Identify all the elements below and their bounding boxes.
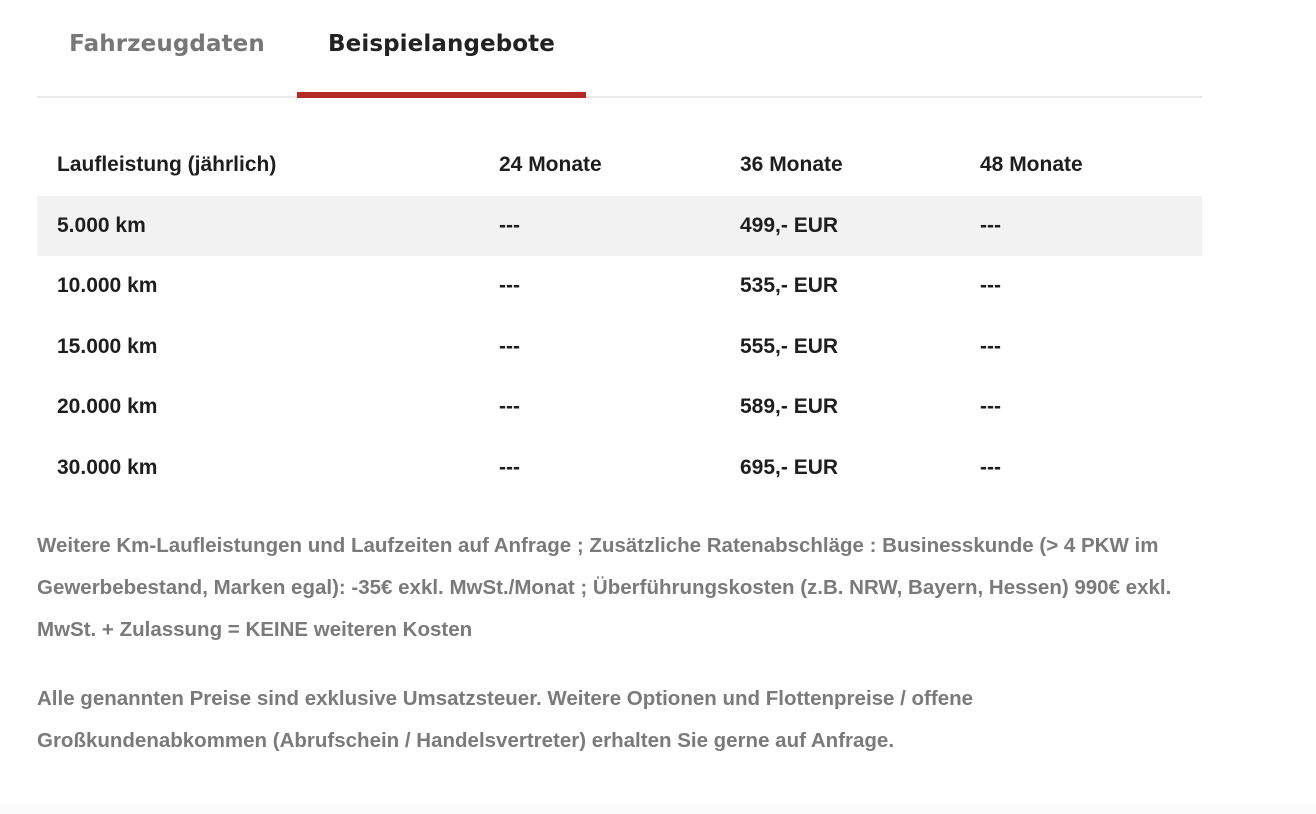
table-row [37, 256, 1202, 317]
column-header-48-months: 48 Monate [980, 153, 1083, 176]
price-48-cell: --- [980, 213, 1001, 237]
mileage-cell: 5.000 km [57, 213, 146, 237]
price-24-cell: --- [499, 395, 520, 418]
column-header-24-months: 24 Monate [499, 153, 602, 176]
tab-beispielangebote[interactable]: Beispielangebote [297, 0, 586, 96]
mileage-cell: 10.000 km [57, 274, 158, 297]
price-36-cell: 555,- EUR [740, 334, 839, 358]
offers-table [37, 135, 1202, 498]
price-48-cell: --- [980, 274, 1001, 297]
price-36-cell: 589,- EUR [740, 395, 839, 418]
price-36-cell: 499,- EUR [740, 213, 839, 237]
price-24-cell: --- [499, 455, 520, 479]
footer-strip [0, 804, 1316, 814]
tab-fahrzeugdaten[interactable]: Fahrzeugdaten [69, 31, 265, 57]
mileage-cell: 15.000 km [57, 334, 158, 358]
price-24-cell: --- [499, 334, 520, 358]
tab-bar [37, 0, 1202, 98]
price-48-cell: --- [980, 395, 1001, 418]
table-header-row [37, 135, 1202, 196]
price-24-cell: --- [499, 213, 520, 237]
price-disclaimer-text: Alle genannten Preise sind exklusive Umsatzsteuer. Weitere Optionen und Flottenpreise / offene Großkundenabkommen (Abrufschein / Handelsvertreter) erhalten Sie gerne auf Anfrage. [37, 687, 974, 752]
column-header-mileage: Laufleistung (jährlich) [57, 153, 277, 176]
price-48-cell: --- [980, 455, 1001, 479]
table-row [37, 196, 1202, 257]
price-36-cell: 535,- EUR [740, 274, 839, 297]
price-36-cell: 695,- EUR [740, 455, 839, 479]
mileage-cell: 20.000 km [57, 395, 158, 418]
table-row [37, 438, 1202, 499]
mileage-cell: 30.000 km [57, 455, 158, 479]
table-row [37, 377, 1202, 438]
table-row [37, 317, 1202, 378]
price-24-cell: --- [499, 274, 520, 297]
additional-info-text: Weitere Km-Laufleistungen und Laufzeiten auf Anfrage ; Zusätzliche Ratenabschläge : Businesskunde (> 4 PKW im Gewerbebestand, Marken egal): -35€ exkl. MwSt./Monat ; Überführungskosten (z.B. NRW, Bayern, Hessen) 990€ exkl. MwSt. + Zulassung = KEINE weiteren Kosten [37, 534, 1172, 641]
column-header-36-months: 36 Monate [740, 153, 843, 176]
price-48-cell: --- [980, 334, 1001, 358]
